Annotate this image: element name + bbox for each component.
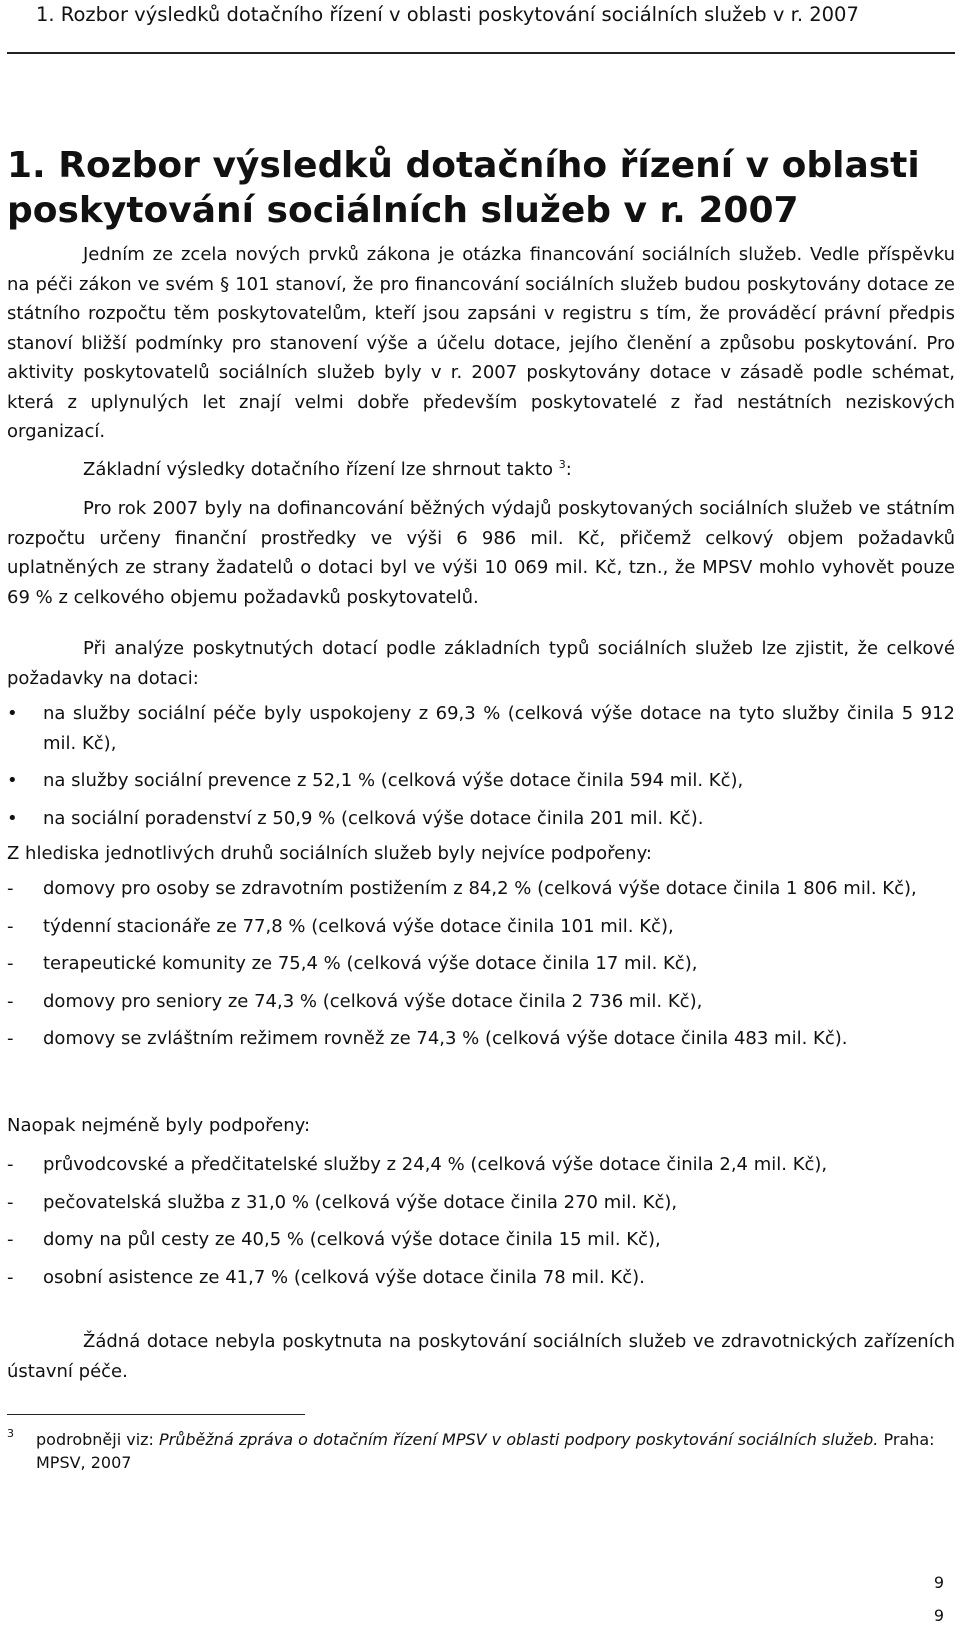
- footnote-prefix: podrobněji viz:: [36, 1430, 160, 1449]
- list-item-text: domovy pro osoby se zdravotním postižením z 84,2 % (celková výše dotace činila 1 806 mil. Kč),: [43, 878, 917, 899]
- footnote-rule: [7, 1414, 305, 1415]
- bullet-marker: •: [7, 807, 18, 829]
- dash-marker: -: [7, 1154, 14, 1175]
- bullet-marker: •: [7, 703, 18, 724]
- list-item-text: domy na půl cesty ze 40,5 % (celková výše dotace činila 15 mil. Kč),: [43, 1229, 661, 1250]
- paragraph-summary-colon: :: [565, 459, 572, 480]
- footnote-reference: 3: [558, 458, 566, 471]
- footnote: [7, 1428, 955, 1474]
- list-item: [7, 1150, 955, 1180]
- list-item: [7, 1024, 955, 1054]
- bullet-marker: •: [7, 770, 18, 791]
- footnote-suffix: Praha: MPSV, 2007: [36, 1430, 935, 1472]
- list-item-text: průvodcovské a předčitatelské služby z 24,4 % (celková výše dotace činila 2,4 mil. Kč),: [43, 1154, 828, 1175]
- list-item: [7, 912, 955, 942]
- paragraph-funding-2007: Pro rok 2007 byly na dofinancování běžných výdajů poskytovaných sociálních služeb ve státním rozpočtu určeny finanční prostředky ve výši 6 986 mil. Kč, přičemž celkový objem požadavků uplatněných ze strany žadatelů o dotaci byl ve výši 10 069 mil. Kč, tzn., že MPSV mohlo vyhovět pouze 69 % z celkového objemu požadavků poskytovatelů.: [7, 498, 955, 608]
- dash-marker: -: [7, 1229, 14, 1250]
- service-type-list: [7, 699, 955, 833]
- paragraph-summary-text: Základní výsledky dotačního řízení lze shrnout takto: [83, 459, 559, 480]
- paragraph-analysis: Při analýze poskytnutých dotací podle základních typů sociálních služeb lze zjistit, že celkové požadavky na dotaci:: [7, 638, 955, 689]
- dash-marker: -: [7, 878, 14, 899]
- footnote-text: [7, 1428, 955, 1474]
- list-item: [7, 766, 955, 796]
- list-item: [7, 1188, 955, 1218]
- list-item-text: osobní asistence ze 41,7 % (celková výše dotace činila 78 mil. Kč).: [43, 1266, 645, 1288]
- header-rule: [7, 52, 955, 54]
- paragraph-intro: Jedním ze zcela nových prvků zákona je otázka financování sociálních služeb. Vedle příspěvku na péči zákon ve svém § 101 stanoví, že pro financování sociálních služeb budou poskytovány dotace ze státního rozpočtu těm poskytovatelům, kteří jsou zapsáni v registru s tím, že prováděcí právní předpis stanoví bližší podmínky pro stanovení výše a účelu dotace, jejího členění a způsobu poskytování. Pro aktivity poskytovatelů sociálních služeb byly v r. 2007 poskytovány dotace v zásadě podle schémat, která z uplynulých let znají velmi dobře především poskytovatelé z řad nestátních neziskových organizací.: [7, 244, 955, 442]
- dash-marker: -: [7, 1266, 14, 1288]
- list-item-text: na služby sociální prevence z 52,1 % (celková výše dotace činila 594 mil. Kč),: [43, 770, 744, 791]
- page-number: 9: [933, 1573, 944, 1592]
- list-item-text: na sociální poradenství z 50,9 % (celková výše dotace činila 201 mil. Kč).: [43, 807, 704, 829]
- list-item: [7, 699, 955, 758]
- dash-marker: -: [7, 1028, 14, 1049]
- paragraph-no-funding: Žádná dotace nebyla poskytnuta na poskytování sociálních služeb ve zdravotnických zařízeních ústavní péče.: [7, 1331, 955, 1382]
- list-item: [7, 949, 955, 979]
- paragraph-summary-lead: [7, 455, 955, 485]
- dash-marker: -: [7, 1191, 14, 1213]
- list-item-text: domovy pro seniory ze 74,3 % (celková výše dotace činila 2 736 mil. Kč),: [43, 990, 703, 1012]
- paragraph-most-supported: Z hlediska jednotlivých druhů sociálních služeb byly nejvíce podpořeny:: [7, 843, 652, 864]
- dash-marker: -: [7, 990, 14, 1012]
- running-header: 1. Rozbor výsledků dotačního řízení v oblasti poskytování sociálních služeb v r. 2007: [36, 3, 859, 26]
- list-item: [7, 804, 955, 834]
- list-item: [7, 987, 955, 1017]
- list-item: [7, 1225, 955, 1255]
- page-number-footer: 9: [933, 1606, 944, 1625]
- page-title: 1. Rozbor výsledků dotačního řízení v oblasti poskytování sociálních služeb v r. 2007: [7, 145, 920, 231]
- list-item-text: pečovatelská služba z 31,0 % (celková výše dotace činila 270 mil. Kč),: [43, 1191, 678, 1213]
- list-item: [7, 874, 955, 904]
- list-item-text: terapeutické komunity ze 75,4 % (celková výše dotace činila 17 mil. Kč),: [43, 953, 698, 974]
- list-item-text: na služby sociální péče byly uspokojeny z 69,3 % (celková výše dotace na tyto služby činila 5 912 mil. Kč),: [43, 703, 955, 754]
- dash-marker: -: [7, 953, 14, 974]
- least-supported-list: [7, 1150, 955, 1292]
- list-item-text: domovy se zvláštním režimem rovněž ze 74,3 % (celková výše dotace činila 483 mil. Kč).: [43, 1028, 848, 1049]
- list-item-text: týdenní stacionáře ze 77,8 % (celková výše dotace činila 101 mil. Kč),: [43, 915, 674, 937]
- most-supported-list: [7, 874, 955, 1054]
- footnote-mark: 3: [7, 1427, 14, 1440]
- dash-marker: -: [7, 915, 14, 937]
- paragraph-least-supported: Naopak nejméně byly podpořeny:: [7, 1115, 311, 1136]
- list-item: [7, 1263, 955, 1293]
- footnote-source-title: Průběžná zpráva o dotačním řízení MPSV v oblasti podpory poskytování sociálních služeb.: [159, 1430, 879, 1449]
